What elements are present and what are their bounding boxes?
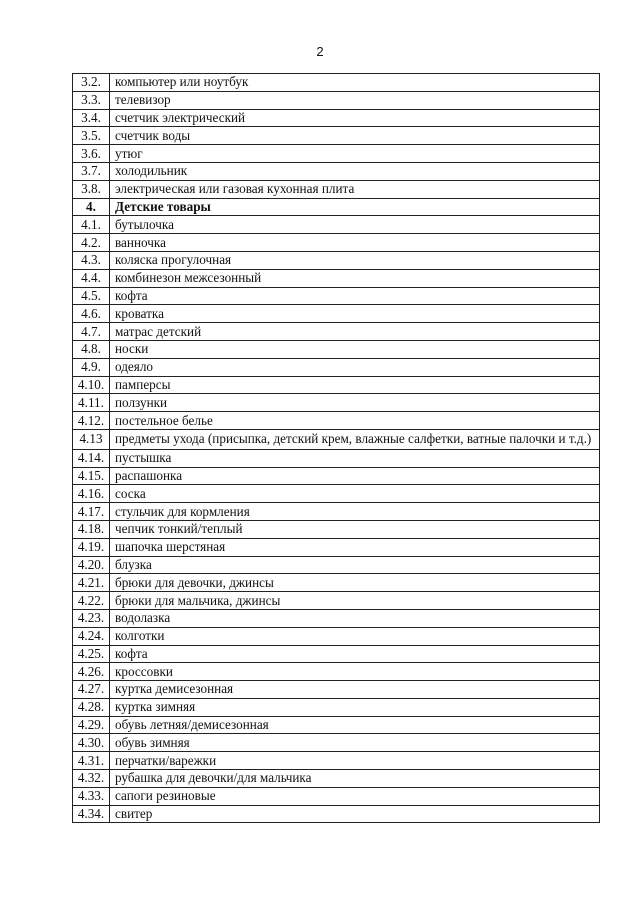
table-row	[73, 394, 600, 412]
item-number: 4.4.	[73, 269, 110, 287]
table-row	[73, 340, 600, 358]
table-row	[73, 234, 600, 252]
item-number: 3.3.	[73, 91, 110, 109]
item-text: рубашка для девочки/для мальчика	[110, 770, 600, 788]
item-number: 4.31.	[73, 752, 110, 770]
table-row	[73, 538, 600, 556]
item-text: счетчик воды	[110, 127, 600, 145]
table-row	[73, 287, 600, 305]
item-text: ванночка	[110, 234, 600, 252]
item-number: 4.3.	[73, 251, 110, 269]
item-text: водолазка	[110, 609, 600, 627]
item-number: 4.17.	[73, 503, 110, 521]
item-number: 4.20.	[73, 556, 110, 574]
item-text: сапоги резиновые	[110, 787, 600, 805]
table-row	[73, 574, 600, 592]
table-row	[73, 734, 600, 752]
item-number: 4.27.	[73, 681, 110, 699]
item-number: 4.13	[73, 429, 110, 449]
item-number: 3.7.	[73, 162, 110, 180]
item-text: телевизор	[110, 91, 600, 109]
item-text: чепчик тонкий/теплый	[110, 520, 600, 538]
item-number: 4.25.	[73, 645, 110, 663]
item-text: стульчик для кормления	[110, 503, 600, 521]
item-text: распашонка	[110, 467, 600, 485]
table-row	[73, 787, 600, 805]
item-number: 4.21.	[73, 574, 110, 592]
item-number: 4.5.	[73, 287, 110, 305]
item-text: куртка зимняя	[110, 698, 600, 716]
item-text: постельное белье	[110, 412, 600, 430]
item-text: шапочка шерстяная	[110, 538, 600, 556]
item-number: 3.6.	[73, 145, 110, 163]
item-number: 3.5.	[73, 127, 110, 145]
page-number: 2	[316, 44, 324, 59]
item-number: 4.23.	[73, 609, 110, 627]
item-number: 4.28.	[73, 698, 110, 716]
item-text: пустышка	[110, 449, 600, 467]
table-row	[73, 770, 600, 788]
item-number: 4.14.	[73, 449, 110, 467]
item-text: перчатки/варежки	[110, 752, 600, 770]
item-text: электрическая или газовая кухонная плита	[110, 180, 600, 198]
item-text: кофта	[110, 645, 600, 663]
item-text: соска	[110, 485, 600, 503]
items-table	[72, 73, 600, 823]
item-text: предметы ухода (присыпка, детский крем, влажные салфетки, ватные палочки и т.д.)	[110, 429, 600, 449]
table-row	[73, 592, 600, 610]
item-number: 4.	[73, 198, 110, 216]
item-text: бутылочка	[110, 216, 600, 234]
item-text: кофта	[110, 287, 600, 305]
item-number: 3.4.	[73, 109, 110, 127]
table-row	[73, 216, 600, 234]
table-row	[73, 698, 600, 716]
table-row	[73, 91, 600, 109]
item-text: колготки	[110, 627, 600, 645]
table-row	[73, 556, 600, 574]
item-number: 4.16.	[73, 485, 110, 503]
table-row	[73, 609, 600, 627]
item-text: брюки для девочки, джинсы	[110, 574, 600, 592]
item-text: куртка демисезонная	[110, 681, 600, 699]
item-text: обувь летняя/демисезонная	[110, 716, 600, 734]
items-table-body	[73, 74, 600, 823]
item-number: 4.8.	[73, 340, 110, 358]
table-row	[73, 412, 600, 430]
item-text: ползунки	[110, 394, 600, 412]
table-row	[73, 663, 600, 681]
item-text: свитер	[110, 805, 600, 823]
item-text: коляска прогулочная	[110, 251, 600, 269]
table-row	[73, 467, 600, 485]
item-text: холодильник	[110, 162, 600, 180]
item-number: 4.12.	[73, 412, 110, 430]
item-text: блузка	[110, 556, 600, 574]
table-row	[73, 109, 600, 127]
table-row	[73, 269, 600, 287]
table-row	[73, 449, 600, 467]
table-row	[73, 251, 600, 269]
item-text: матрас детский	[110, 323, 600, 341]
table-row	[73, 716, 600, 734]
table-row	[73, 520, 600, 538]
item-number: 3.2.	[73, 74, 110, 92]
item-number: 4.34.	[73, 805, 110, 823]
item-number: 4.6.	[73, 305, 110, 323]
item-text: Детские товары	[110, 198, 600, 216]
item-text: памперсы	[110, 376, 600, 394]
table-row	[73, 162, 600, 180]
item-number: 4.26.	[73, 663, 110, 681]
table-row	[73, 681, 600, 699]
item-text: кроссовки	[110, 663, 600, 681]
item-number: 4.29.	[73, 716, 110, 734]
item-text: обувь зимняя	[110, 734, 600, 752]
table-row	[73, 74, 600, 92]
item-text: кроватка	[110, 305, 600, 323]
table-row	[73, 503, 600, 521]
table-row	[73, 323, 600, 341]
section-header-row	[73, 198, 600, 216]
item-number: 4.7.	[73, 323, 110, 341]
item-text: одеяло	[110, 358, 600, 376]
item-number: 4.9.	[73, 358, 110, 376]
item-text: носки	[110, 340, 600, 358]
table-row	[73, 305, 600, 323]
item-number: 4.33.	[73, 787, 110, 805]
item-number: 4.1.	[73, 216, 110, 234]
item-text: комбинезон межсезонный	[110, 269, 600, 287]
table-row	[73, 180, 600, 198]
item-number: 4.18.	[73, 520, 110, 538]
item-number: 4.30.	[73, 734, 110, 752]
table-row	[73, 376, 600, 394]
item-number: 4.32.	[73, 770, 110, 788]
item-text: утюг	[110, 145, 600, 163]
item-text: компьютер или ноутбук	[110, 74, 600, 92]
table-row	[73, 645, 600, 663]
item-number: 4.2.	[73, 234, 110, 252]
item-text: счетчик электрический	[110, 109, 600, 127]
table-row	[73, 127, 600, 145]
item-number: 4.11.	[73, 394, 110, 412]
item-number: 4.22.	[73, 592, 110, 610]
item-number: 4.24.	[73, 627, 110, 645]
table-row	[73, 358, 600, 376]
item-number: 4.19.	[73, 538, 110, 556]
table-row	[73, 145, 600, 163]
item-text: брюки для мальчика, джинсы	[110, 592, 600, 610]
item-number: 4.10.	[73, 376, 110, 394]
table-row	[73, 627, 600, 645]
table-row	[73, 805, 600, 823]
table-row	[73, 429, 600, 449]
item-number: 3.8.	[73, 180, 110, 198]
item-number: 4.15.	[73, 467, 110, 485]
table-row	[73, 485, 600, 503]
table-row	[73, 752, 600, 770]
